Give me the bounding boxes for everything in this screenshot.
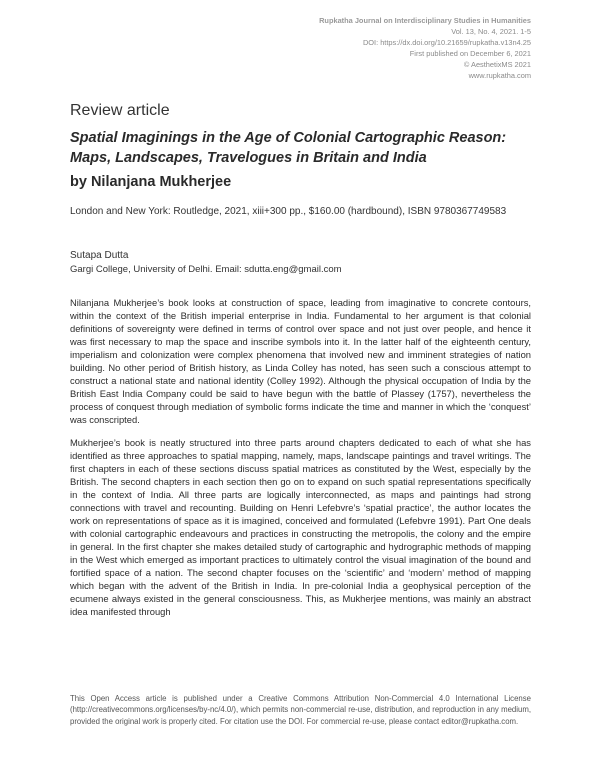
reviewer-affiliation: Gargi College, University of Delhi. Email: sdutta.eng@gmail.com: [70, 264, 342, 275]
journal-header: [319, 15, 531, 81]
license-footer: This Open Access article is published under a Creative Commons Attribution Non-Commercial 4.0 International License (http://creativecommons.org/licenses/by-nc/4.0/), which permits non-commercial re-use, distribution, and reproduction in any medium, provided the original work is properly cited. For citation use the DOI. For commercial re-use, please contact editor@rupkatha.com.: [70, 694, 531, 726]
article-body: [70, 296, 531, 628]
journal-name: Rupkatha Journal on Interdisciplinary Studies in Humanities: [319, 16, 531, 25]
body-paragraph-1: Nilanjana Mukherjee’s book looks at construction of space, leading from imaginative to concrete contours, within the context of the British imperial enterprise in India. Fundamental to her argument is that colonial definitions of sovereignty were defined in terms of control over space and not just over people, and hence it was first necessary to map the space and inscribe symbols into it. In the latter half of the eighteenth century, imperialism and colonization were complex phenomena that involved new and imminent strategies of nation building. No other period of British history, as Linda Colley has noted, has seen such a conscious attempt to construct a national state and national identity (Colley 1992). Although the physical occupation of India by the British East India Company could be said to have begun with the battle of Plassey (1757), nevertheless the process of conquest through mediation of symbolic forms indicate the time and manner in which the ‘conquest’ was conscripted.: [70, 297, 531, 425]
volume-info: Vol. 13, No. 4, 2021. 1-5: [451, 27, 531, 36]
article-title: Spatial Imaginings in the Age of Colonial Cartographic Reason: Maps, Landscapes, Travelogues in Britain and India: [70, 130, 507, 166]
book-author-byline: by Nilanjana Mukherjee: [70, 174, 232, 190]
article-type-label: Review article: [70, 102, 170, 119]
body-paragraph-2: Mukherjee’s book is neatly structured into three parts around chapters dedicated to each of what she has identified as three approaches to spatial mapping, namely, maps, landscape paintings and travel writings. The first chapters in each of these sections discuss spatial matrices as constituted by the West, especially by the British. The second chapters in each section then go on to expand on such spatial representations specifically in the context of India. All three parts are logically interconnected, as maps and paintings had strong connections with travel and recounting. Building on Henri Lefebvre’s ‘spatial practice’, the author locates the work on representations of space as it is imagined, conceived and formulated (Lefebvre 1991). Part One deals with colonial cartographic endeavours and practices in constructing the metropolis, the colony and the empire in general. In the first chapter she makes detailed study of cartographic and hydrographic methods of mapping in the West which emerged as important practices to ultimately control the visual imagination of the bound and fortified space of a nation. The second chapter focuses on the ‘scientific’ and ‘modern’ method of mapping which began with the advent of the British in India. In pre-colonial India a geophysical perception of the ecumene always existed in the general consciousness. This, as Mukherjee mentions, was mainly an abstract idea manifested through: [70, 437, 531, 617]
website-link[interactable]: www.rupkatha.com: [468, 71, 531, 80]
copyright-notice: © AesthetixMS 2021: [463, 60, 531, 69]
publication-info: London and New York: Routledge, 2021, xiii+300 pp., $160.00 (hardbound), ISBN 9780367749583: [70, 206, 507, 217]
doi-link[interactable]: DOI: https://dx.doi.org/10.21659/rupkatha.v13n4.25: [362, 38, 531, 47]
publication-date: First published on December 6, 2021: [409, 49, 531, 58]
reviewer-name: Sutapa Dutta: [70, 250, 129, 261]
